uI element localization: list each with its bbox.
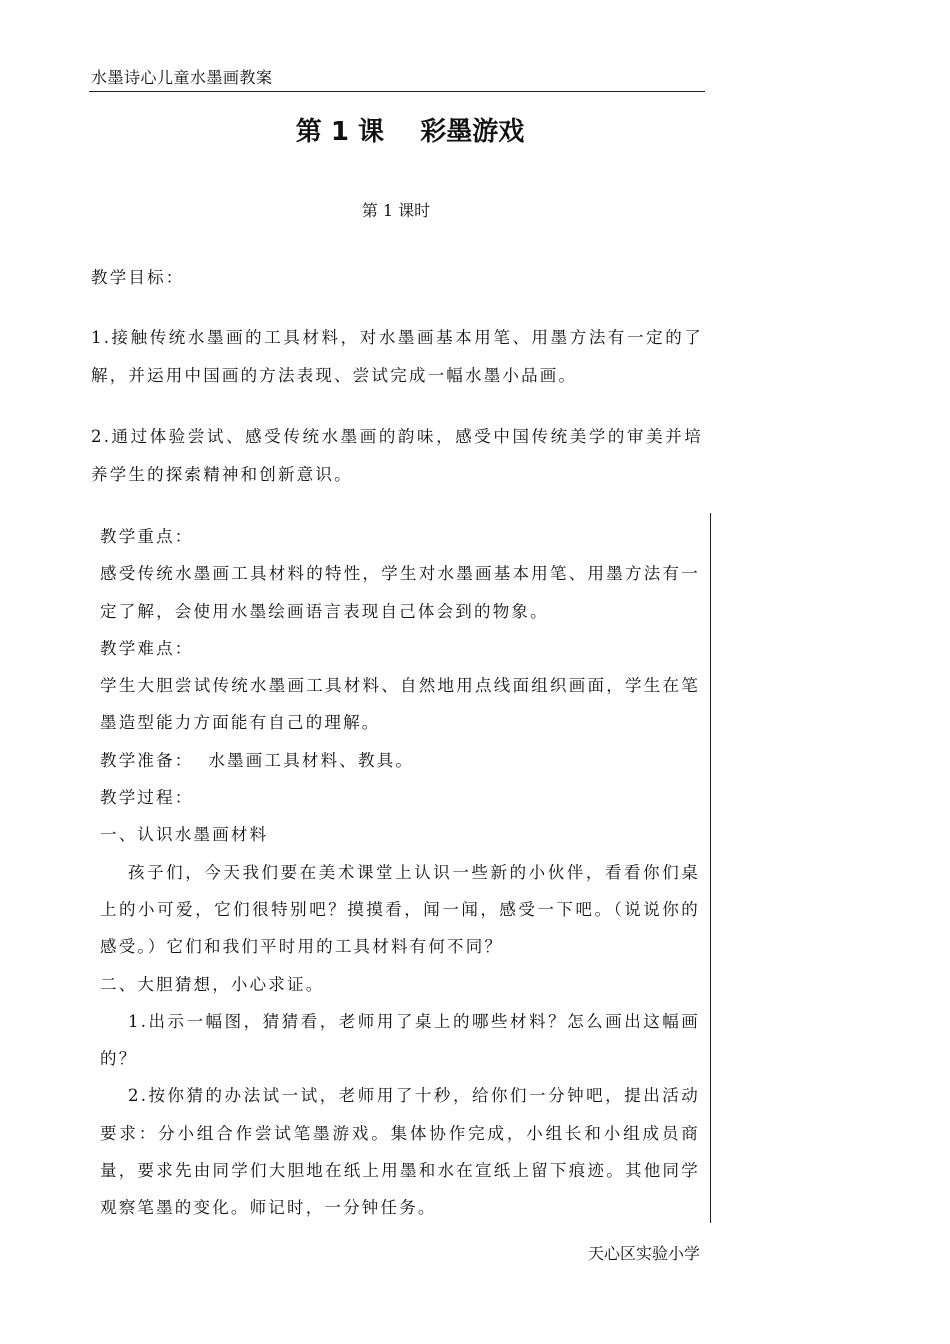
section-2-heading: 二、大胆猜想，小心求证。 bbox=[100, 974, 325, 994]
objectives-heading: 教学目标： bbox=[91, 268, 185, 287]
objective-item-1: 1.接触传统水墨画的工具材料，对水墨画基本用笔、用墨方法有一定的了解，并运用中国画的方法表现、尝试完成一幅水墨小品画。 bbox=[91, 328, 703, 385]
running-header: 水墨诗心儿童水墨画教案 bbox=[91, 68, 273, 87]
teaching-content-box bbox=[91, 513, 711, 1223]
footer-school: 天心区实验小学 bbox=[587, 1244, 700, 1263]
section-1-heading: 一、认识水墨画材料 bbox=[100, 825, 269, 845]
teaching-content bbox=[100, 518, 700, 1227]
lesson-title: 第 1 课 彩墨游戏 bbox=[295, 117, 525, 147]
difficulties-heading: 教学难点： bbox=[100, 638, 194, 658]
header-divider bbox=[89, 91, 705, 92]
preparation-text: 教学准备： 水墨画工具材料、教具。 bbox=[100, 750, 415, 770]
key-points-heading: 教学重点： bbox=[100, 527, 194, 546]
step-1-text: 1.出示一幅图，猜猜看，老师用了桌上的哪些材料？怎么画出这幅画的？ bbox=[100, 1011, 700, 1069]
difficulties-text: 学生大胆尝试传统水墨画工具材料、自然地用点线面组织画面，学生在笔墨造型能力方面能有自己的理解。 bbox=[100, 676, 700, 733]
process-heading: 教学过程： bbox=[100, 788, 194, 808]
step-2-text: 2.按你猜的办法试一试，老师用了十秒，给你们一分钟吧，提出活动要求：分小组合作尝试笔墨游戏。集体协作完成，小组长和小组成员商量，要求先由同学们大胆地在纸上用墨和水在宣纸上留下痕迹。其他同学观察笔墨的变化。师记时，一分钟任务。 bbox=[100, 1086, 700, 1218]
section-1-text: 孩子们，今天我们要在美术课堂上认识一些新的小伙伴，看看你们桌上的小可爱，它们很特别吧？摸摸看，闻一闻，感受一下吧。（说说你的感受。）它们和我们平时用的工具材料有何不同？ bbox=[100, 862, 700, 957]
objective-item-2: 2.通过体验尝试、感受传统水墨画的韵味，感受中国传统美学的审美并培养学生的探索精神和创新意识。 bbox=[91, 427, 703, 484]
key-points-text: 感受传统水墨画工具材料的特性，学生对水墨画基本用笔、用墨方法有一定了解，会使用水墨绘画语言表现自己体会到的物象。 bbox=[100, 564, 700, 621]
lesson-period: 第 1 课时 bbox=[361, 201, 431, 220]
